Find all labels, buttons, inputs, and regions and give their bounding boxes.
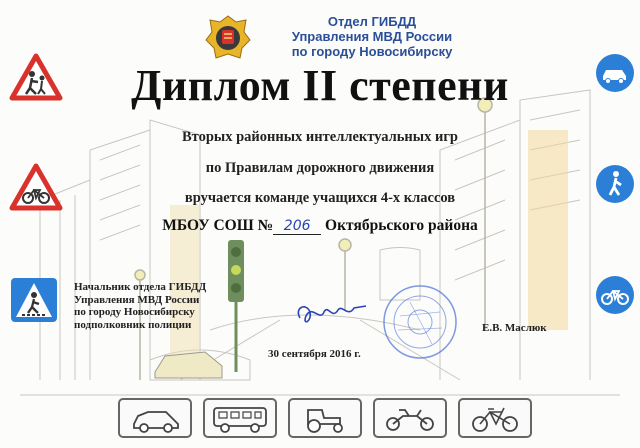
bus-icon — [205, 400, 275, 436]
org-line-3: по городу Новосибирску — [291, 44, 453, 59]
bicycle-pictogram — [458, 398, 532, 438]
signer-name: Е.В. Маслюк — [482, 322, 547, 334]
pedestrian-crossing-sign-icon — [8, 275, 60, 325]
diploma-line-1: Вторых районных интеллектуальных игр — [182, 129, 458, 145]
school-line — [100, 217, 540, 235]
position-line-1: Начальник отдела ГИБДД — [74, 281, 207, 293]
org-line-1: Отдел ГИБДД — [327, 14, 417, 29]
school-number: 206 — [273, 218, 321, 235]
bicycle-warning-sign-icon — [8, 162, 64, 212]
cars-only-sign-icon — [594, 52, 636, 94]
position-line-2: Управления МВД России — [74, 293, 200, 306]
official-stamp — [380, 282, 460, 362]
bicycle-icon — [460, 400, 530, 436]
tractor-pictogram — [288, 398, 362, 438]
diploma-title: Диплом II степени — [131, 61, 509, 110]
position-line-3: по городу Новосибирску — [74, 306, 195, 318]
position-line-4: подполковник полиции — [74, 318, 192, 331]
children-crossing-sign-icon — [8, 52, 64, 102]
school-prefix: МБОУ СОШ № — [162, 217, 274, 234]
gibdd-emblem-icon — [200, 12, 256, 64]
bus-pictogram — [203, 398, 277, 438]
signer-position — [74, 281, 244, 331]
diploma-line-2: по Правилам дорожного движения — [205, 160, 435, 176]
bicycle-path-sign-icon — [594, 274, 636, 316]
diploma-line-3: вручается команде учащихся 4-х классов — [184, 190, 456, 206]
school-suffix: Октябрьского района — [325, 217, 478, 234]
pedestrian-path-sign-icon — [594, 163, 636, 205]
motorcycle-icon — [375, 400, 445, 436]
car-pictogram — [118, 398, 192, 438]
org-line-2: Управления МВД России — [291, 29, 453, 44]
motorcycle-pictogram — [373, 398, 447, 438]
signature-date: 30 сентября 2016 г. — [268, 348, 361, 360]
handwritten-signature — [292, 296, 372, 332]
tractor-icon — [290, 400, 360, 436]
organization-name — [262, 14, 482, 59]
car-icon — [120, 400, 190, 436]
